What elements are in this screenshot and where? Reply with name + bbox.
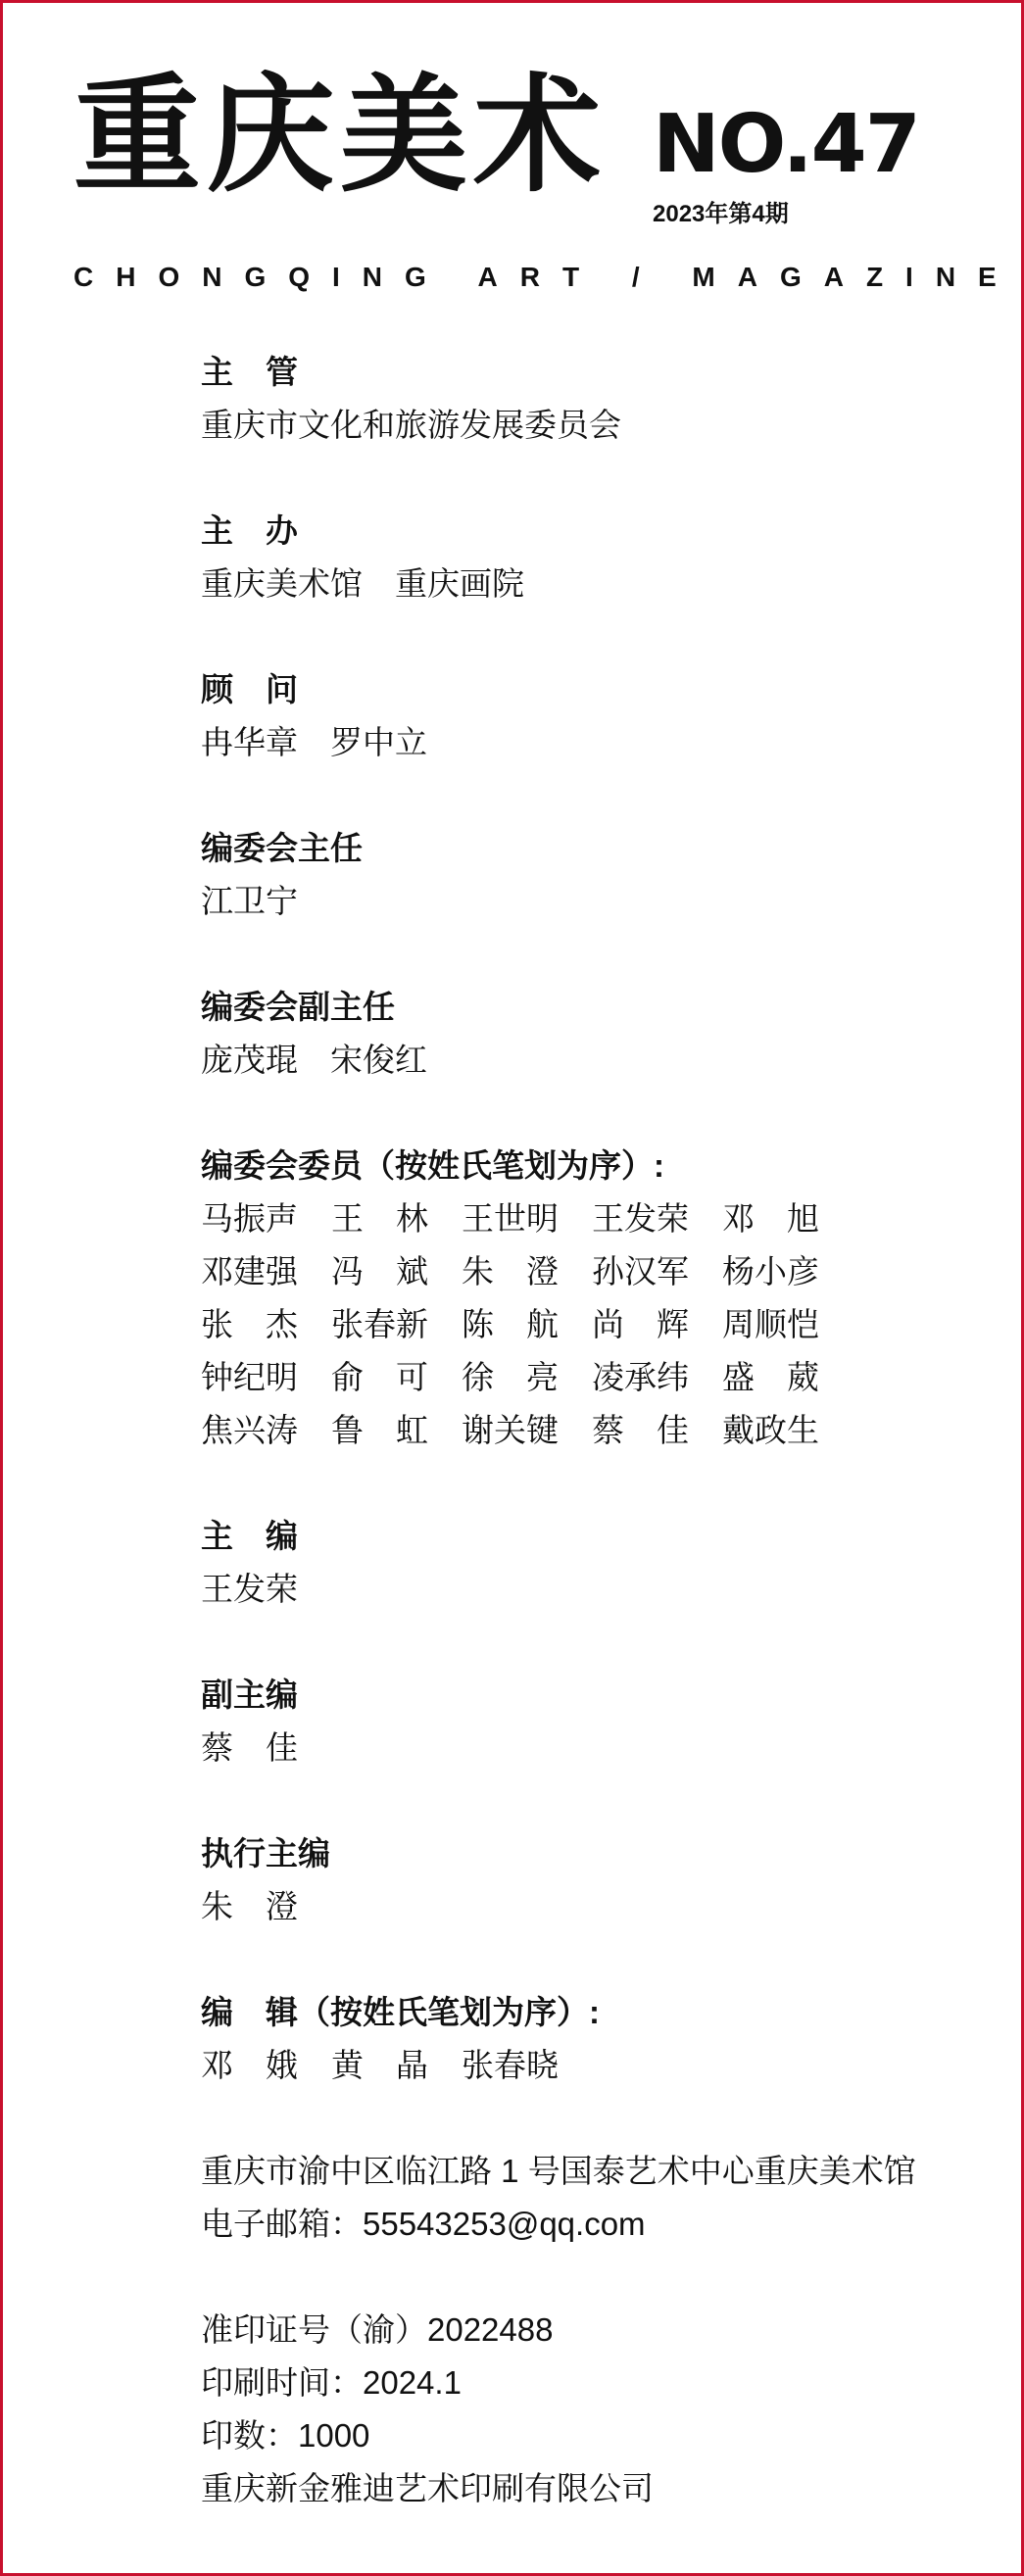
- member-name: 杨小彦: [722, 1253, 819, 1289]
- section-label: 主 管: [201, 354, 298, 390]
- section-label: 编委会主任: [201, 830, 363, 866]
- member-name: 徐 亮: [462, 1359, 559, 1395]
- member-name: 谢关键: [462, 1412, 559, 1448]
- magazine-title: 重庆美术: [73, 60, 608, 210]
- member-row: [201, 1351, 985, 1404]
- section-label: 编委会委员（按姓氏笔划为序）:: [201, 1147, 664, 1184]
- member-name: 王 林: [331, 1200, 428, 1237]
- member-name: 焦兴涛: [201, 1412, 298, 1448]
- contact-info: [201, 2145, 985, 2251]
- section-value: 重庆市文化和旅游发展委员会: [201, 407, 621, 443]
- member-name: 蔡 佳: [592, 1412, 689, 1448]
- section-label: 顾 问: [201, 671, 298, 707]
- section-editors: [201, 1986, 985, 2092]
- section-chief-editor: [201, 1510, 985, 1616]
- member-name: 鲁 虹: [331, 1412, 428, 1448]
- section-executive-editor: [201, 1827, 985, 1933]
- magazine-subtitle: CHONGQING ART / MAGAZINE: [73, 262, 1019, 292]
- member-name: 陈 航: [462, 1306, 559, 1342]
- editor-name: 邓 娥: [201, 2047, 298, 2083]
- section-value: 蔡 佳: [201, 1729, 298, 1766]
- section-label: 主 办: [201, 512, 298, 549]
- email-text: 电子邮箱：55543253@qq.com: [201, 2206, 646, 2242]
- section-advisor: [201, 663, 985, 769]
- section-supervisor: [201, 346, 985, 452]
- section-label: 主 编: [201, 1518, 298, 1554]
- printer-name: 重庆新金雅迪艺术印刷有限公司: [201, 2470, 654, 2506]
- section-value: 王发荣: [201, 1571, 298, 1607]
- member-row: [201, 1298, 985, 1351]
- section-sponsor: [201, 505, 985, 610]
- member-name: 张 杰: [201, 1306, 298, 1342]
- member-name: 邓 旭: [722, 1200, 819, 1237]
- member-name: 孙汉军: [592, 1253, 689, 1289]
- member-name: 尚 辉: [592, 1306, 689, 1342]
- member-name: 王世明: [462, 1200, 559, 1237]
- member-name: 戴政生: [722, 1412, 819, 1448]
- editor-row: [201, 2039, 985, 2092]
- section-committee-deputy: [201, 981, 985, 1087]
- member-name: 凌承纬: [592, 1359, 689, 1395]
- section-value: 冉华章 罗中立: [201, 724, 427, 760]
- staff-credits: [201, 346, 985, 2568]
- member-name: 邓建强: [201, 1253, 298, 1289]
- print-copies: 印数：1000: [201, 2417, 370, 2454]
- member-name: 马振声: [201, 1200, 298, 1237]
- member-row: [201, 1192, 985, 1245]
- section-value: 江卫宁: [201, 883, 298, 919]
- editor-name: 黄 晶: [331, 2047, 428, 2083]
- member-name: 俞 可: [331, 1359, 428, 1395]
- section-committee-members: [201, 1140, 985, 1457]
- member-name: 王发荣: [592, 1200, 689, 1237]
- section-label: 编委会副主任: [201, 989, 395, 1025]
- section-value: 重庆美术馆 重庆画院: [201, 565, 524, 602]
- issue-number: NO.47: [653, 98, 919, 191]
- issue-date: 2023年第4期: [653, 201, 789, 227]
- section-label: 执行主编: [201, 1835, 330, 1871]
- member-name: 朱 澄: [462, 1253, 559, 1289]
- section-value: 朱 澄: [201, 1888, 298, 1924]
- member-name: 冯 斌: [331, 1253, 428, 1289]
- section-value: 庞茂琨 宋俊红: [201, 1042, 427, 1078]
- member-name: 盛 葳: [722, 1359, 819, 1395]
- editor-name: 张春晓: [462, 2047, 559, 2083]
- address-text: 重庆市渝中区临江路 1 号国泰艺术中心重庆美术馆: [201, 2153, 916, 2189]
- member-row: [201, 1245, 985, 1298]
- member-row: [201, 1404, 985, 1457]
- permit-number: 准印证号（渝）2022488: [201, 2311, 554, 2348]
- section-deputy-editor: [201, 1669, 985, 1774]
- print-info: [201, 2304, 985, 2515]
- print-time: 印刷时间：2024.1: [201, 2364, 462, 2401]
- section-label: 副主编: [201, 1677, 298, 1713]
- member-name: 张春新: [331, 1306, 428, 1342]
- section-label: 编 辑（按姓氏笔划为序）:: [201, 1994, 600, 2030]
- member-name: 钟纪明: [201, 1359, 298, 1395]
- section-committee-director: [201, 822, 985, 928]
- member-name: 周顺恺: [722, 1306, 819, 1342]
